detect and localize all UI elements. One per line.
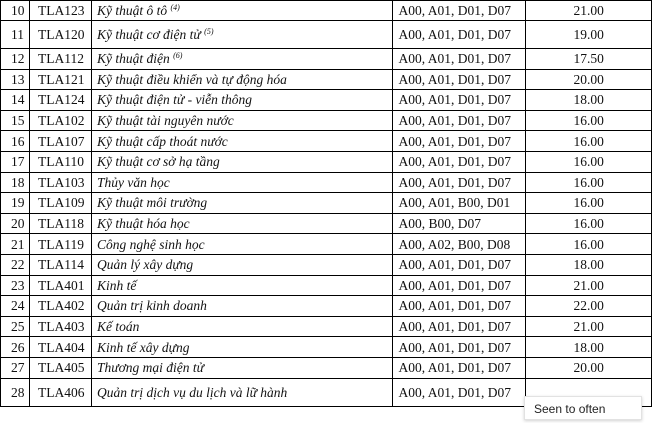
cutoff-score-text: 16.00: [573, 113, 604, 129]
program-name: [91, 110, 392, 131]
cutoff-score: [526, 357, 652, 378]
subject-combination: [393, 1, 526, 21]
program-code: [29, 275, 91, 296]
program-name-text: Quản lý xây dựng: [96, 257, 194, 273]
table-row: [1, 337, 652, 358]
cutoff-score: [526, 49, 652, 70]
program-name: [91, 254, 392, 275]
subject-combination: [393, 90, 526, 111]
row-number: [1, 172, 30, 193]
row-number: [1, 275, 30, 296]
program-name-text: Thương mại điện tử: [96, 360, 205, 376]
program-name: [91, 378, 392, 406]
program-code: [29, 378, 91, 406]
row-number: [1, 151, 30, 172]
subject-combination-text: A00, A01, D01, D07: [398, 113, 511, 129]
cutoff-score-text: 16.00: [573, 174, 604, 190]
row-number-text: 19: [11, 195, 25, 211]
subject-combination: [393, 316, 526, 337]
cutoff-score-text: 19.00: [573, 27, 604, 42]
row-number-text: 22: [11, 257, 25, 273]
table-row: [1, 21, 652, 49]
row-number: [1, 337, 30, 358]
row-number-text: 17: [11, 154, 25, 170]
subject-combination: [393, 21, 526, 49]
table-row: [1, 213, 652, 234]
table-row: [1, 90, 652, 111]
subject-combination: [393, 110, 526, 131]
subject-combination-text: A00, A01, D01, D07: [398, 384, 511, 400]
subject-combination-text: A00, A01, D01, D07: [398, 133, 511, 149]
subject-combination-text: A00, B00, D07: [398, 216, 481, 232]
subject-combination: [393, 357, 526, 378]
program-name: [91, 131, 392, 152]
row-number-text: 20: [11, 216, 25, 232]
subject-combination-text: A00, A01, D01, D07: [398, 257, 511, 273]
program-name-text: Kỹ thuật môi trường: [96, 195, 208, 211]
program-code: [29, 49, 91, 70]
program-name: [91, 69, 392, 90]
row-number: [1, 49, 30, 70]
cutoff-score-text: 16.00: [573, 195, 604, 211]
program-code: [29, 172, 91, 193]
cutoff-score: [526, 213, 652, 234]
footnote-marker: (6): [173, 51, 183, 61]
row-number: [1, 234, 30, 255]
program-code: [29, 1, 91, 21]
row-number: [1, 378, 30, 406]
row-number-text: 23: [11, 277, 25, 293]
subject-combination-text: A00, A01, D01, D07: [398, 339, 511, 355]
table-row: [1, 357, 652, 378]
program-name-text: Kinh tế xây dựng: [96, 339, 190, 355]
row-number: [1, 110, 30, 131]
program-code-text: TLA404: [37, 339, 85, 355]
row-number-text: 18: [11, 174, 25, 190]
row-number: [1, 357, 30, 378]
cutoff-score: [526, 254, 652, 275]
cutoff-score-text: 21.00: [573, 3, 604, 18]
program-name-text: Kế toán: [96, 319, 140, 335]
cutoff-score: [526, 110, 652, 131]
program-name-text: Kỹ thuật điện: [96, 51, 170, 67]
program-name-text: Kỹ thuật cấp thoát nước: [96, 133, 228, 149]
cutoff-score: [526, 234, 652, 255]
program-code: [29, 151, 91, 172]
row-number: [1, 213, 30, 234]
row-number: [1, 90, 30, 111]
cutoff-score-text: 21.00: [573, 319, 604, 335]
subject-combination-text: A00, A01, D01, D07: [398, 298, 511, 314]
cutoff-score: [526, 69, 652, 90]
table-row: [1, 296, 652, 317]
table-row: [1, 49, 652, 70]
cutoff-score: [526, 1, 652, 21]
program-name-text: Kỹ thuật tài nguyên nước: [96, 113, 234, 129]
cutoff-score: [526, 193, 652, 214]
cutoff-score: [526, 172, 652, 193]
cutoff-score-text: 20.00: [573, 360, 604, 376]
program-code-text: TLA110: [37, 154, 84, 170]
program-name-text: Công nghệ sinh học: [96, 236, 205, 252]
program-code-text: TLA102: [37, 113, 85, 129]
row-number: [1, 316, 30, 337]
subject-combination-text: A00, A01, D01, D07: [398, 92, 511, 108]
program-name-text: Kỹ thuật điện tử - viễn thông: [96, 92, 253, 108]
program-code: [29, 90, 91, 111]
program-code-text: TLA109: [37, 195, 85, 211]
row-number-text: 27: [11, 360, 25, 376]
row-number: [1, 21, 30, 49]
row-number-text: 21: [11, 236, 25, 252]
subject-combination: [393, 275, 526, 296]
program-code-text: TLA103: [37, 174, 85, 190]
row-number-text: 11: [11, 27, 24, 42]
program-name-text: Kỹ thuật điều khiển và tự động hóa: [96, 71, 287, 87]
row-number-text: 28: [11, 384, 25, 400]
table-row: [1, 234, 652, 255]
program-code: [29, 21, 91, 49]
program-code-text: TLA114: [37, 257, 84, 273]
program-name: [91, 357, 392, 378]
program-name: [91, 90, 392, 111]
cutoff-score-text: 18.00: [573, 257, 604, 273]
row-number: [1, 193, 30, 214]
program-code-text: TLA118: [37, 216, 84, 232]
subject-combination: [393, 49, 526, 70]
subject-combination-text: A00, A01, D01, D07: [398, 27, 511, 42]
subject-combination: [393, 254, 526, 275]
cutoff-score: [526, 337, 652, 358]
subject-combination-text: A00, A02, B00, D08: [398, 236, 511, 252]
cutoff-score-text: 17.50: [573, 51, 604, 67]
row-number-text: 26: [11, 339, 25, 355]
cutoff-score: [526, 316, 652, 337]
cutoff-score-text: 16.00: [573, 236, 604, 252]
subject-combination-text: A00, A01, D01, D07: [398, 51, 511, 67]
program-code: [29, 193, 91, 214]
program-code-text: TLA123: [37, 3, 85, 18]
cutoff-score-text: 16.00: [573, 216, 604, 232]
table-row: [1, 151, 652, 172]
row-number-text: 14: [11, 92, 25, 108]
row-number: [1, 254, 30, 275]
cutoff-score-text: 16.00: [573, 133, 604, 149]
program-code-text: TLA406: [37, 384, 85, 400]
subject-combination-text: A00, A01, D01, D07: [398, 71, 511, 87]
row-number-text: 16: [11, 133, 25, 149]
subject-combination: [393, 234, 526, 255]
footnote-marker: (5): [204, 27, 214, 36]
table-row: [1, 316, 652, 337]
program-code: [29, 234, 91, 255]
subject-combination-text: A00, A01, D01, D07: [398, 277, 511, 293]
program-name: [91, 151, 392, 172]
subject-combination: [393, 213, 526, 234]
program-code-text: TLA124: [37, 92, 85, 108]
program-code-text: TLA402: [37, 298, 85, 314]
program-code-text: TLA405: [37, 360, 85, 376]
program-code: [29, 110, 91, 131]
program-name: [91, 1, 392, 21]
table-row: [1, 193, 652, 214]
subject-combination-text: A00, A01, D01, D07: [398, 360, 511, 376]
program-name: [91, 337, 392, 358]
cutoff-score: [526, 21, 652, 49]
program-code-text: TLA121: [37, 71, 85, 87]
subject-combination: [393, 337, 526, 358]
row-number-text: 10: [11, 3, 25, 18]
table-row: [1, 254, 652, 275]
program-name: [91, 296, 392, 317]
subject-combination: [393, 378, 526, 406]
program-code-text: TLA120: [37, 27, 85, 42]
program-code: [29, 296, 91, 317]
table-row: [1, 172, 652, 193]
row-number-text: 25: [11, 319, 25, 335]
row-number-text: 13: [11, 71, 25, 87]
row-number-text: 24: [11, 298, 25, 314]
program-code-text: TLA112: [37, 51, 84, 67]
row-number: [1, 1, 30, 21]
table-row: [1, 69, 652, 90]
cutoff-score-text: 18.00: [573, 92, 604, 108]
cutoff-score-text: 22.00: [573, 298, 604, 314]
program-name: [91, 172, 392, 193]
row-number: [1, 69, 30, 90]
subject-combination: [393, 69, 526, 90]
program-code: [29, 213, 91, 234]
program-code: [29, 69, 91, 90]
program-name-text: Kinh tế: [96, 277, 137, 293]
subject-combination: [393, 296, 526, 317]
footnote-marker: (4): [170, 3, 180, 12]
program-code: [29, 316, 91, 337]
program-code-text: TLA107: [37, 133, 85, 149]
subject-combination: [393, 151, 526, 172]
table-row: [1, 131, 652, 152]
program-name-text: Kỹ thuật ô tô: [96, 3, 168, 18]
row-number: [1, 296, 30, 317]
cutoff-score: [526, 275, 652, 296]
table-row: [1, 1, 652, 21]
tooltip: Seen to often: [524, 396, 642, 420]
program-name: [91, 316, 392, 337]
row-number-text: 15: [11, 113, 25, 129]
program-code: [29, 131, 91, 152]
program-code: [29, 337, 91, 358]
program-name: [91, 21, 392, 49]
program-name: [91, 234, 392, 255]
row-number: [1, 131, 30, 152]
program-name-text: Kỹ thuật cơ điện tử: [96, 27, 201, 42]
program-code-text: TLA119: [37, 236, 84, 252]
cutoff-score: [526, 90, 652, 111]
subject-combination-text: A00, A01, D01, D07: [398, 174, 511, 190]
program-code-text: TLA401: [37, 277, 85, 293]
subject-combination: [393, 172, 526, 193]
program-name-text: Kỹ thuật hóa học: [96, 216, 190, 232]
program-code: [29, 357, 91, 378]
program-name: [91, 49, 392, 70]
subject-combination-text: A00, A01, D01, D07: [398, 154, 511, 170]
cutoff-score: [526, 296, 652, 317]
program-name-text: Quản trị kinh doanh: [96, 298, 207, 314]
program-name: [91, 193, 392, 214]
subject-combination: [393, 131, 526, 152]
row-number-text: 12: [11, 51, 25, 67]
program-name-text: Kỹ thuật cơ sở hạ tầng: [96, 154, 220, 170]
cutoff-score-text: 18.00: [573, 339, 604, 355]
program-name: [91, 213, 392, 234]
program-code-text: TLA403: [37, 319, 85, 335]
cutoff-score-text: 21.00: [573, 277, 604, 293]
subject-combination-text: A00, A01, B00, D01: [398, 195, 511, 211]
program-name-text: Thủy văn học: [96, 174, 170, 190]
program-name-text: Quản trị dịch vụ du lịch và lữ hành: [96, 384, 288, 400]
cutoff-score: [526, 131, 652, 152]
table-row: [1, 275, 652, 296]
cutoff-score-text: 16.00: [573, 154, 604, 170]
cutoff-score: [526, 151, 652, 172]
cutoff-score-text: 20.00: [573, 71, 604, 87]
subject-combination-text: A00, A01, D01, D07: [398, 319, 511, 335]
subject-combination-text: A00, A01, D01, D07: [398, 3, 511, 18]
subject-combination: [393, 193, 526, 214]
program-name: [91, 275, 392, 296]
program-code: [29, 254, 91, 275]
table-row: [1, 110, 652, 131]
